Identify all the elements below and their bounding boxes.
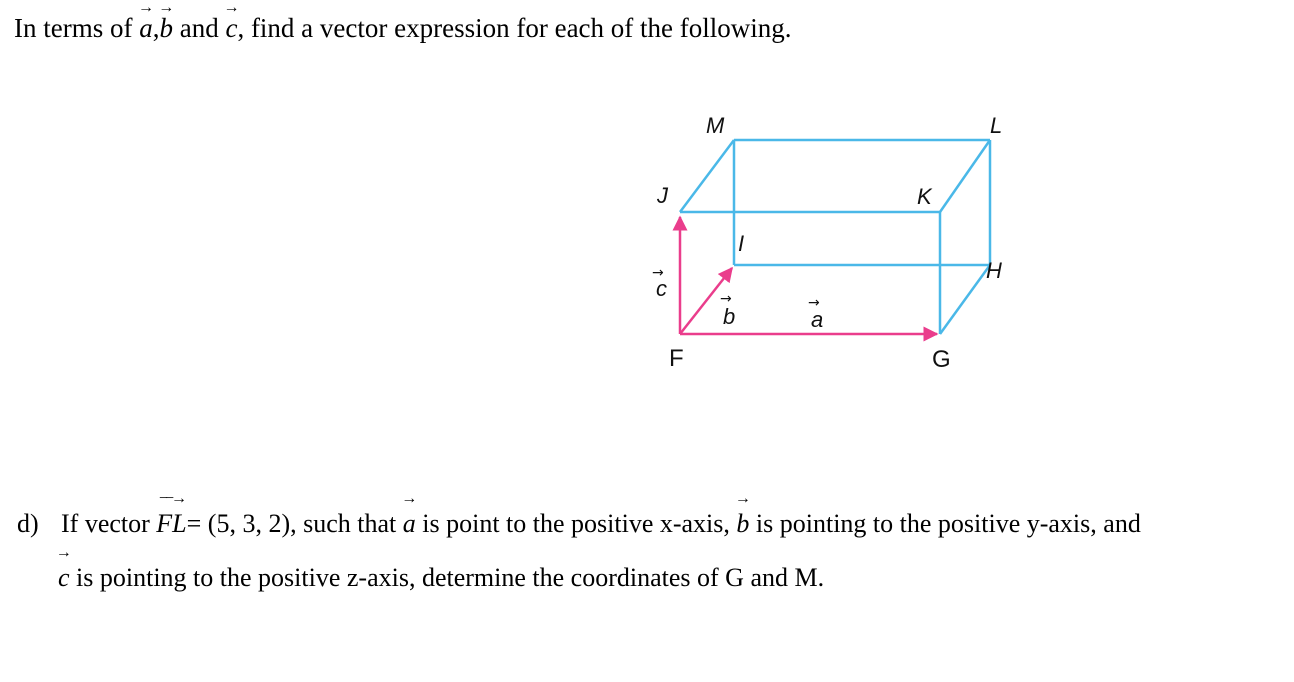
intro-question: [14, 10, 792, 46]
svg-text:→: →: [652, 265, 664, 281]
intro-suffix: , find a vector expression for each of the following.: [237, 13, 792, 43]
vertex-label-G: G: [932, 346, 951, 373]
vector-label-a: [808, 295, 823, 332]
vertex-label-F: F: [669, 345, 684, 372]
part-d-line-1: [17, 506, 1291, 560]
vectors: [680, 217, 937, 334]
vertex-label-J: J: [657, 183, 668, 208]
vertex-label-I: I: [738, 231, 745, 256]
vector-b-symbol: → b: [159, 10, 173, 46]
part-d-question: [17, 506, 1291, 614]
vertex-label-H: H: [986, 258, 1002, 283]
edge-KL: [940, 140, 990, 212]
vector-c-symbol: → c: [225, 10, 237, 46]
intro-comma: ,: [152, 13, 160, 43]
vector-a-symbol: → a: [139, 10, 153, 46]
intro-prefix: In terms of: [14, 13, 133, 43]
vector-label-a-letter: a: [811, 307, 824, 332]
edge-GH: [940, 265, 990, 334]
part-d-vector-a: → a: [403, 506, 416, 542]
vertex-label-M: M: [706, 113, 725, 138]
vector-label-b-letter: b: [723, 304, 736, 329]
vertex-label-K: K: [917, 184, 932, 209]
svg-text:→: →: [720, 291, 732, 307]
part-d-text-4: is pointing to the positive y-axis, and: [755, 509, 1141, 538]
vector-label-c-letter: c: [656, 276, 667, 301]
part-d-text-1: If vector: [61, 509, 150, 538]
edge-JM: [680, 140, 734, 212]
svg-text:→: →: [808, 295, 820, 311]
part-d-label: d): [17, 509, 39, 538]
part-d-text-3: is point to the positive x-axis,: [422, 509, 730, 538]
part-d-vector-c: → c: [58, 560, 70, 596]
part-d-vector-b: → b: [736, 506, 749, 542]
vector-FL-symbol: −−→ FL: [156, 506, 186, 542]
rectangular-prism-diagram: [635, 102, 1055, 387]
part-d-text-2: = (5, 3, 2), such that: [186, 509, 397, 538]
vertex-label-L: L: [990, 113, 1003, 138]
intro-and: and: [179, 13, 219, 43]
vector-label-b: [720, 291, 735, 329]
part-d-text-5: is pointing to the positive z-axis, determine the coordinates of G and M.: [76, 563, 825, 592]
vector-label-c: [652, 265, 667, 301]
part-d-line-2: [17, 560, 1291, 614]
